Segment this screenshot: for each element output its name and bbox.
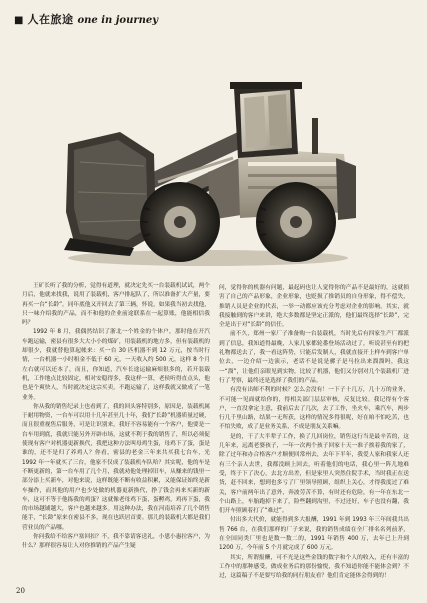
article-right-column (219, 284, 409, 582)
paragraph: 你从我的销售纪录上也看到了，我的回头客特别多，原因是，装载机属于耐用物资，一台车可以用十几年甚至几十年，我们“长龄”机器质量过硬，而且很重视售后服务，可是让识别来，我好不容易能有一个客户，他要是一台车用到底，我就只能另外开辟市场，这就不利于我的销售了，所以必须促使现有客户对机器更新换代，我把这种方法叫母鸡生蛋，母鸡下了蛋，蛋是谁的，还不是归了养鸡人？你看，密县的老金三年来共买我七台车，光 1992 年一年就买了三台，他家不仅成了装载机车队哈？其实呢，他的车是不断更新的，第一台车用了几个月，我就劝他处理掉旧车，从赚来的钱里一部分添上买新车，对他来说，这样既能不断有收益积累，又能保证始终是新车操作，而其他的用户也少处做的机器更新换代，挣了钱会再来买新的新车，这可不等于他拣我的鸡蛋？这就像老母鸡下蛋，蛋孵鸡，鸡再下蛋，我的市场越铺越大，客户也越来越多。用这种办法，我在河南培养了几个销售能手，“长龄”原来在密县不多，现在也跃居首要。那儿的装载机大都是我们营业员的产品哪。 (22, 403, 210, 531)
paragraph: 问，觉得你的机器有问题，最起码也让人觉得你的产品不是最好的，这就损害了自己的产品形象，企业形象，也贬损了推销员的自身形象，得不偿失，推销人员是企业的代表，一举一动都应该充分考虑对企业的影响。其实，就我接触到的客户来讲，绝大多数都是坚定正派的，他们最终选择“长龄”，完全是出于对“长龄”的信任。 (219, 285, 409, 329)
wheel-loader-photo (58, 62, 360, 272)
paragraph: 1992 年 8 月，我偶然结识了浙北一个姓金的个体户，那时他在开汽车跑运输，密县有很多大大小小的煤矿，用装载机的地方多，但有装载机的却很少，我就替他算起帐来：买一台 30 匹机器不到 12 万元，按当时行情，一台机器一小时租金不低于 60 元，一天收入约 500 元，这样 8 个月左右就可以还本了，而且，你知道，汽车长途运输麻烦很多的，若开装载机，工作地点比较固定，相对安稳得多，我这样一算，老侯听得直点头，他也是个爽快人，当时就决定这宗买卖，不跑运输了，这样我就又做成了一笔业务。 (22, 329, 210, 401)
paragraph: 王矿长听了我的分析，觉得有道理，就决定先买一台装载机试试，两个月后，他就来找我，说用了装载机，客户排起队了，所以准备扩大产量，要再买一台“长龄”。同年底他又开回去了第三辆，怀说，如果我当初去找他，只一味介绍我的产品，而不和他的企业前途联系在一起算账，他能相信我吗？ (22, 283, 210, 327)
paragraph: 付出多大代价，就能得到多大报酬，1991 年到 1993 年三年间我共出售 766 台，在我们那样的厂子来说，我的销售成绩在全厂排名名列前茅，在全国同类厂里也是数一数二的，1991 年销售 400 万，去年已上升到 1200 万，今年前 5 个月就完成了 600 万元。 (219, 517, 409, 552)
page-number: 20 (16, 587, 25, 595)
paragraph: 有没有出师不利的时候？怎么会没有！一下子十几万，几十万的业务，不可能一见面就给你的，得相关部门层层审核，反复比较。我记得有个客户，一直没拿定主意，我前后去了几次，去了工作，坐火车，乘汽车，两步行几千里山路，结果一无所获，这样的情况多得很呢，好在咱不怕吃苦，也不怕失败，成了是业务关系，不成是朋友关系嘛。 (219, 387, 409, 431)
header-title-en: one in journey (77, 15, 159, 26)
paragraph: 你问我给不给客户塞回扣？不，我不靠请客送礼，小恩小惠拉客户，为什么？那样很容易让人对你推销的产品产生疑 (22, 534, 210, 550)
wheel-loader-icon (58, 62, 360, 272)
header-square-icon: ■ (14, 15, 24, 26)
paragraph: 是的，干了大半辈子工作，换了几回岗位，销售这行当是最辛苦的，这几年来，远离老婆孩子，一年一次两个孩子回家十天一准子挨着我的家了，除了过年和办合格客户才顺便回常州去，去年下半年，我爱人家和我家人还有三个亲人去世，我都没顾上回去，听着他们的电话，我心里一阵儿地难受，终于下了决心，去北方出差，但是家里人突然住院手术，当时我正在送货，赶不回来，想到也多亏了厂里领导照顾，组织上关心，才得我度过了难关，客户前两年出了意外，奔波劳苦不算，有时还有危险，有一年在东北一个山路上，车胎跑掉下来了，险些翻到沟里，不过还好，车子也没有翻，我们开车照顾着打了“难过”。 (219, 433, 409, 515)
paragraph: 前不久，郑州一家厂子准备购一台装载机，当时先后有四家生产厂都派到了信息，我知道得最晚，人家几家都轮番登场活动过了，听说甚至有的把礼物都送去了，我一看这阵势，只能后发制人，我就直接开上样车到客户单位去，一边介绍一边演示，老话不是说是骡子是马拉出来溜溜吗，我这一“溜”，让他们亲眼见到实物，比较了机器，他们又分别对几个装载机厂进行了考察，最终还是选择了我们的产品。 (219, 331, 409, 384)
header-title-zh: 人在旅途 (27, 13, 74, 26)
section-header (14, 11, 158, 27)
paragraph: 其实，所谓报酬，可不光是这些金钱的数字和个人的收入，还有丰富的工作中的那种感受，做成业务后的那份愉悦，我不知道你能不能体会到？不过，这篇稿子不是要写给我的同行朋友看？他们肯定能体会得到的！ (219, 554, 409, 580)
article-left-column (22, 282, 210, 552)
